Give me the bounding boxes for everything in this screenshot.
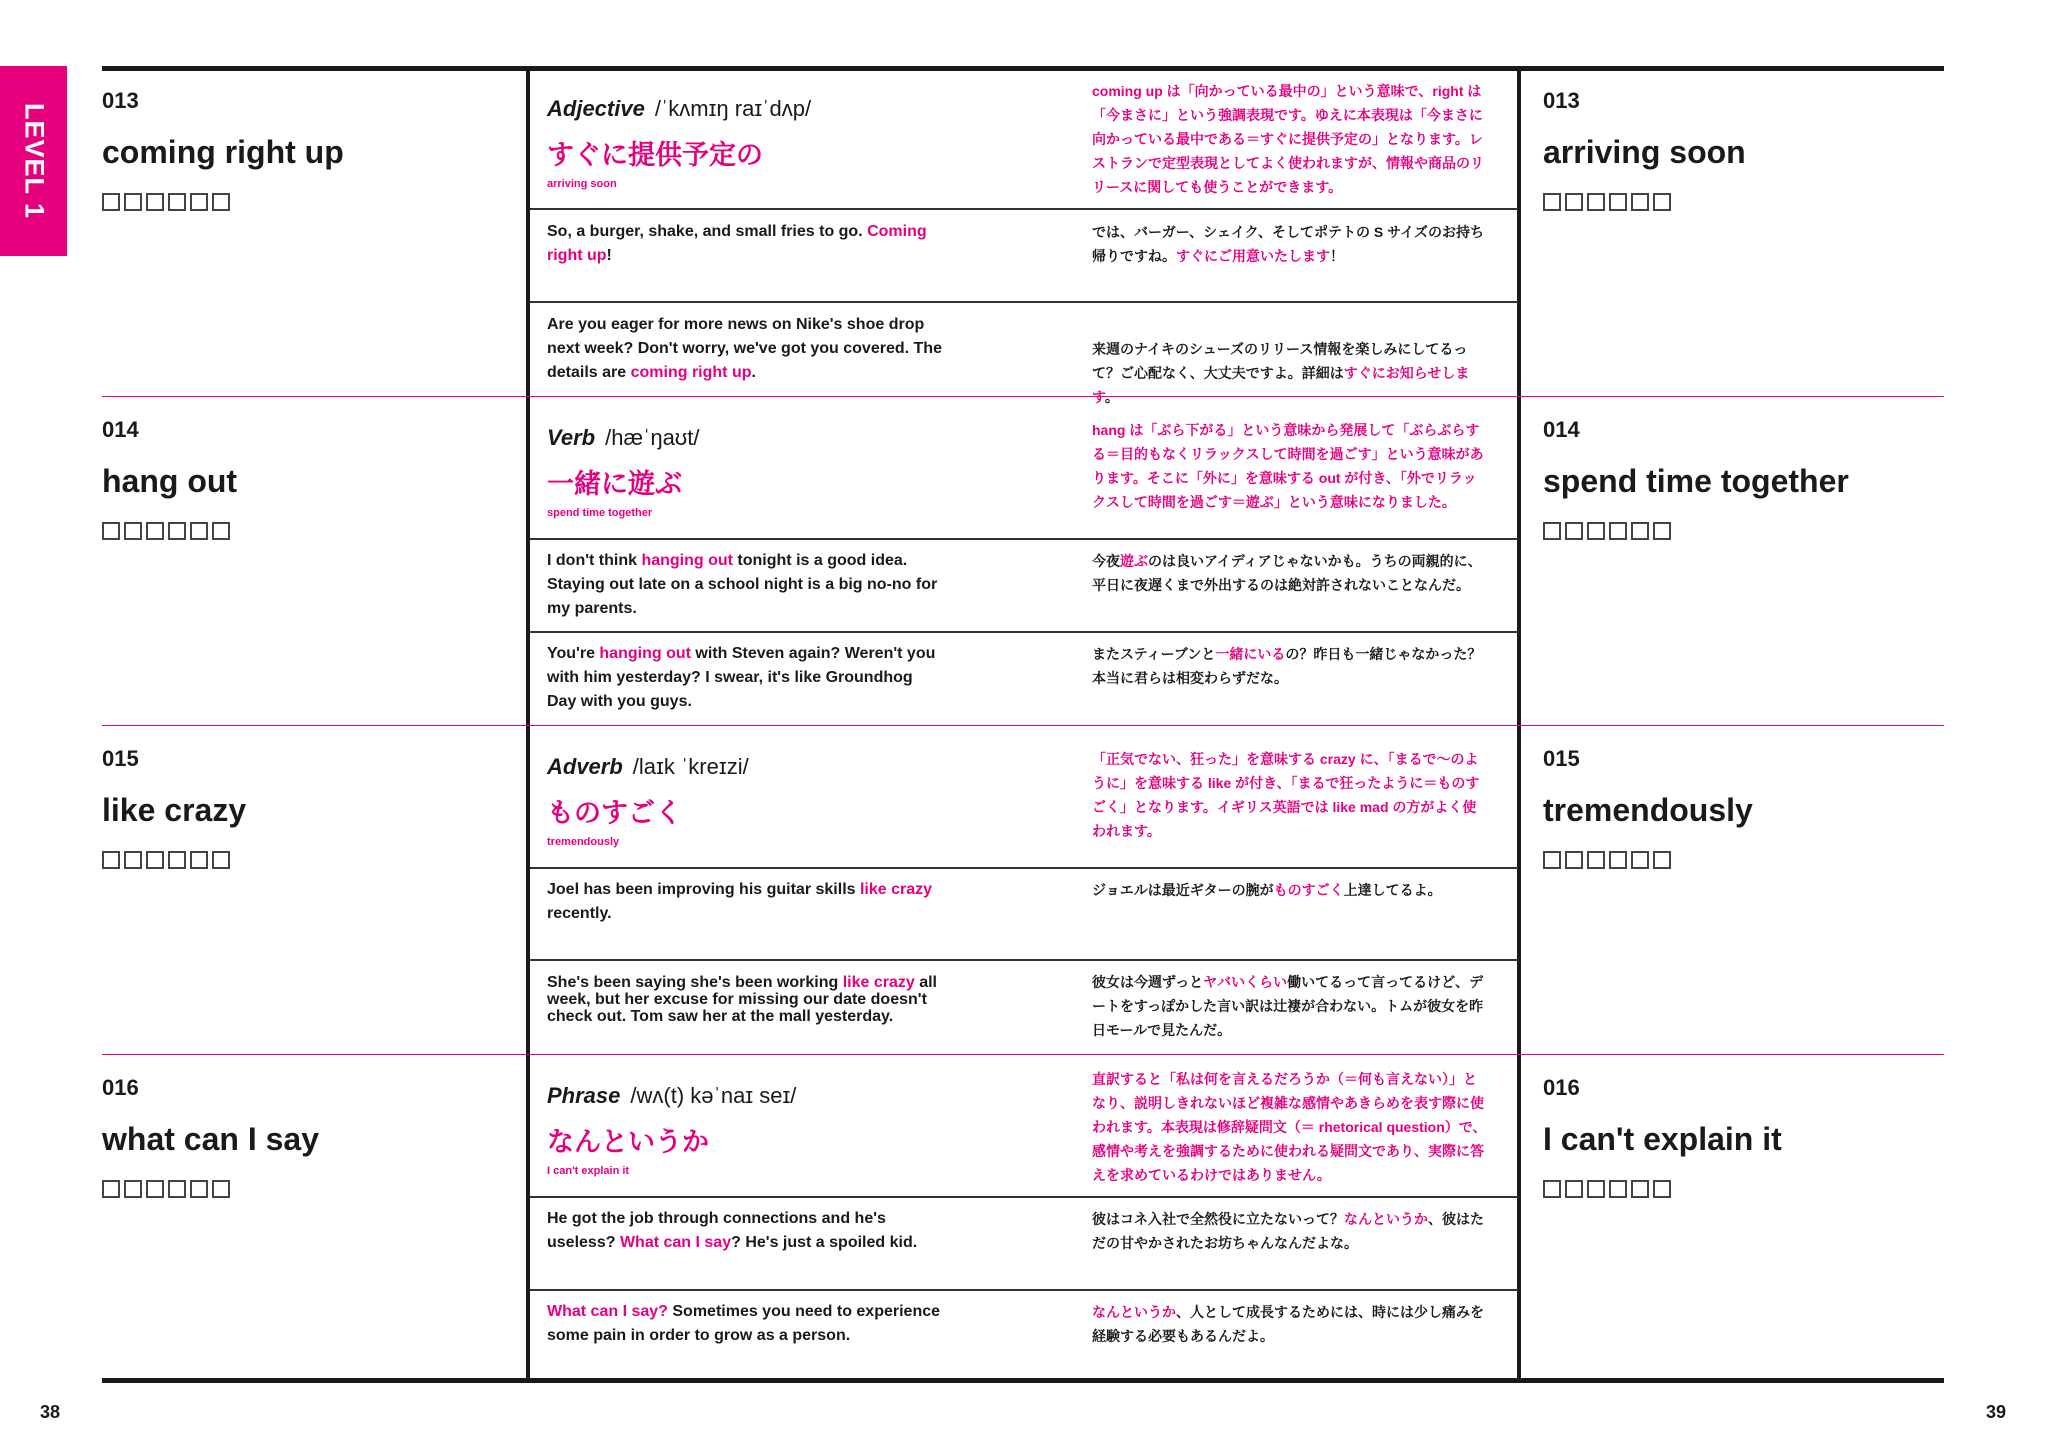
pos-line <box>547 754 1047 780</box>
part-of-speech: Adjective <box>547 96 645 121</box>
example-english: What can I say? Sometimes you need to experience some pain in order to grow as a person. <box>547 1303 941 1344</box>
check-box[interactable] <box>102 851 120 869</box>
check-box[interactable] <box>1631 851 1649 869</box>
example-separator <box>530 631 1518 633</box>
check-box[interactable] <box>1587 1180 1605 1198</box>
check-box[interactable] <box>146 193 164 211</box>
check-box[interactable] <box>190 193 208 211</box>
english-gloss: tremendously <box>547 836 620 848</box>
page-number-right: 39 <box>1986 1402 2007 1422</box>
check-box[interactable] <box>1653 851 1671 869</box>
check-boxes <box>102 1180 502 1198</box>
example-separator <box>530 208 1518 210</box>
example-english: Joel has been improving his guitar skills like crazy recently. <box>547 881 933 922</box>
example-separator <box>530 1289 1518 1291</box>
check-box[interactable] <box>1565 851 1583 869</box>
check-box[interactable] <box>168 1180 186 1198</box>
entry-number: 016 <box>102 1075 139 1100</box>
example-japanese: 彼はコネ入社で全然役に立たないって？なんというか、彼はただの甘やかされたお坊ちゃんなんだよな。 <box>1092 1211 1484 1251</box>
pronunciation: /ˈkʌmɪŋ raɪˈdʌp/ <box>654 96 812 121</box>
entry-number: 013 <box>102 88 139 113</box>
center-right-rule <box>1517 66 1521 1382</box>
example-japanese: 彼女は今週ずっとヤバいくらい働いてるって言ってるけど、デートをすっぽかした言い訳は辻褄が合わない。トムが彼女を昨日モールで見たんだ。 <box>1092 974 1484 1038</box>
example-english: You're hanging out with Steven again? Weren't you with him yesterday? I swear, it's like Groundhog Day with you guys. <box>547 645 936 710</box>
check-box[interactable] <box>1653 522 1671 540</box>
entry-number: 014 <box>1543 417 1580 442</box>
check-box[interactable] <box>1565 522 1583 540</box>
entry-term: what can I say <box>102 1121 319 1157</box>
pos-line <box>547 425 1047 451</box>
entry-term-block <box>102 417 502 540</box>
example-japanese: 今夜遊ぶのは良いアイディアじゃないかも。うちの両親的に、平日に夜遅くまで外出するのは絶対許されないことなんだ。 <box>1092 553 1482 593</box>
check-box[interactable] <box>124 193 142 211</box>
entry-number: 013 <box>1543 88 1580 113</box>
entry-meaning: I can't explain it <box>1543 1121 1782 1157</box>
page-number-left: 38 <box>40 1402 61 1422</box>
check-box[interactable] <box>190 522 208 540</box>
example-japanese: 来週のナイキのシューズのリリース情報を楽しみにしてるって？ご心配なく、大丈夫ですよ。詳細はすぐにお知らせします。 <box>1092 341 1470 405</box>
check-box[interactable] <box>1609 851 1627 869</box>
example-english: So, a burger, shake, and small fries to go. Coming right up! <box>547 223 927 264</box>
english-gloss: I can't explain it <box>547 1165 630 1177</box>
check-box[interactable] <box>124 522 142 540</box>
pronunciation: /hæˈŋaʊt/ <box>605 425 700 450</box>
example-separator <box>530 301 1518 303</box>
example-english: He got the job through connections and he's useless? What can I say? He's just a spoiled kid. <box>547 1210 918 1251</box>
entry-separator <box>102 396 1944 397</box>
check-box[interactable] <box>1631 1180 1649 1198</box>
check-box[interactable] <box>124 1180 142 1198</box>
english-gloss: spend time together <box>547 507 653 519</box>
check-box[interactable] <box>1631 522 1649 540</box>
check-boxes <box>102 522 502 540</box>
check-boxes <box>1543 522 1943 540</box>
entry-term-block <box>102 88 502 211</box>
check-box[interactable] <box>1609 193 1627 211</box>
japanese-translation: 一緒に遊ぶ <box>547 469 682 499</box>
japanese-translation: なんというか <box>547 1127 709 1157</box>
entry-term: like crazy <box>102 792 247 828</box>
part-of-speech: Phrase <box>547 1083 621 1108</box>
japanese-translation: すぐに提供予定の <box>547 140 763 170</box>
entry-meaning-block <box>1543 1075 1943 1198</box>
check-box[interactable] <box>1543 1180 1561 1198</box>
entry-term-block <box>102 746 502 869</box>
check-box[interactable] <box>1543 851 1561 869</box>
usage-note: coming up は「向かっている最中の」という意味で、right は「今まさに」という強調表現です。ゆえに本表現は「今まさに向かっている最中である＝すぐに提供予定の」となります。レストランで定型表現としてよく使われますが、情報や商品のリリースに関しても使うことができます。 <box>1092 83 1484 195</box>
pronunciation: /wʌ(t) kəˈnaɪ seɪ/ <box>630 1083 797 1108</box>
example-japanese: またスティーブンと一緒にいるの？昨日も一緒じゃなかった？本当に君らは相変わらずだな。 <box>1092 646 1482 686</box>
part-of-speech: Verb <box>547 425 596 450</box>
entry-term-block <box>102 1075 502 1198</box>
entry-number: 015 <box>1543 746 1580 771</box>
top-rule <box>102 66 1944 71</box>
english-gloss: arriving soon <box>547 178 617 190</box>
example-separator <box>530 959 1518 961</box>
usage-note: 「正気でない、狂った」を意味する crazy に、「まるで〜のように」を意味する like が付き、「まるで狂ったように＝ものすごく」となります。イギリス英語では like mad の方がよく使われます。 <box>1092 751 1480 839</box>
usage-note: hang は「ぶら下がる」という意味から発展して「ぶらぶらする＝目的もなくリラックスして時間を過ごす」という意味があります。そこに「外に」を意味する out が付き、「外でリラックスして時間を過ごす＝遊ぶ」という意味になりました。 <box>1092 422 1484 510</box>
check-box[interactable] <box>168 522 186 540</box>
check-box[interactable] <box>212 522 230 540</box>
entry-separator <box>102 725 1944 726</box>
check-box[interactable] <box>190 851 208 869</box>
entry-meaning-block <box>1543 417 1943 540</box>
entry-number: 015 <box>102 746 139 771</box>
check-box[interactable] <box>124 851 142 869</box>
check-box[interactable] <box>146 851 164 869</box>
check-boxes <box>1543 1180 1943 1198</box>
pos-line <box>547 96 1047 122</box>
check-box[interactable] <box>1609 522 1627 540</box>
entry-meaning: arriving soon <box>1543 134 1746 170</box>
example-english: Are you eager for more news on Nike's shoe drop next week? Don't worry, we've got you covered. The details are coming right up. <box>547 316 942 381</box>
check-box[interactable] <box>102 1180 120 1198</box>
example-japanese: なんというか、人として成長するためには、時には少し痛みを経験する必要もあるんだよ。 <box>1092 1304 1484 1344</box>
entry-meaning-block <box>1543 746 1943 869</box>
check-box[interactable] <box>102 193 120 211</box>
check-box[interactable] <box>1587 522 1605 540</box>
check-box[interactable] <box>1653 193 1671 211</box>
check-box[interactable] <box>190 1180 208 1198</box>
center-left-rule <box>526 66 530 1382</box>
check-box[interactable] <box>1653 1180 1671 1198</box>
bottom-rule <box>102 1378 1944 1383</box>
level-tab <box>0 66 67 256</box>
entry-term: coming right up <box>102 134 344 170</box>
entry-number: 014 <box>102 417 139 442</box>
check-box[interactable] <box>1587 193 1605 211</box>
check-box[interactable] <box>212 1180 230 1198</box>
check-box[interactable] <box>1609 1180 1627 1198</box>
example-separator <box>530 1196 1518 1198</box>
level-tab-label: LEVEL 1 <box>19 102 49 220</box>
check-box[interactable] <box>168 851 186 869</box>
check-box[interactable] <box>1543 193 1561 211</box>
pronunciation: /laɪk ˈkreɪzi/ <box>632 754 749 779</box>
check-boxes <box>102 851 502 869</box>
example-english: I don't think hanging out tonight is a good idea. Staying out late on a school night is a big no-no for my parents. <box>547 552 938 617</box>
check-box[interactable] <box>168 193 186 211</box>
example-japanese: では、バーガー、シェイク、そしてポテトの S サイズのお持ち帰りですね。すぐにご用意いたします！ <box>1092 224 1485 264</box>
entry-number: 016 <box>1543 1075 1580 1100</box>
check-box[interactable] <box>1565 193 1583 211</box>
example-separator <box>530 867 1518 869</box>
check-box[interactable] <box>1543 522 1561 540</box>
check-box[interactable] <box>1631 193 1649 211</box>
entry-meaning-block <box>1543 88 1943 211</box>
check-box[interactable] <box>1565 1180 1583 1198</box>
entry-separator <box>102 1054 1944 1055</box>
part-of-speech: Adverb <box>547 754 623 779</box>
example-japanese: ジョエルは最近ギターの腕がものすごく上達してるよ。 <box>1092 882 1442 898</box>
check-box[interactable] <box>102 522 120 540</box>
check-box[interactable] <box>212 851 230 869</box>
check-boxes <box>1543 193 1943 211</box>
check-box[interactable] <box>1587 851 1605 869</box>
check-boxes <box>1543 851 1943 869</box>
entry-meaning: spend time together <box>1543 463 1849 499</box>
example-english: She's been saying she's been working like crazy all week, but her excuse for missing our date doesn't check out. Tom saw her at the mall yesterday. <box>547 974 937 1025</box>
example-separator <box>530 538 1518 540</box>
japanese-translation: ものすごく <box>547 798 682 828</box>
pos-line <box>547 1083 1047 1109</box>
check-boxes <box>102 193 502 211</box>
entry-term: hang out <box>102 463 238 499</box>
check-box[interactable] <box>146 1180 164 1198</box>
check-box[interactable] <box>146 522 164 540</box>
check-box[interactable] <box>212 193 230 211</box>
usage-note: 直訳すると「私は何を言えるだろうか（＝何も言えない）」となり、説明しきれないほど複雑な感情やあきらめを表す際に使われます。本表現は修辞疑問文（＝ rhetorical question）で、感情や考えを強調するために使われる疑問文であり、実際に答えを求めているわけではありません。 <box>1092 1071 1487 1183</box>
entry-meaning: tremendously <box>1543 792 1753 828</box>
